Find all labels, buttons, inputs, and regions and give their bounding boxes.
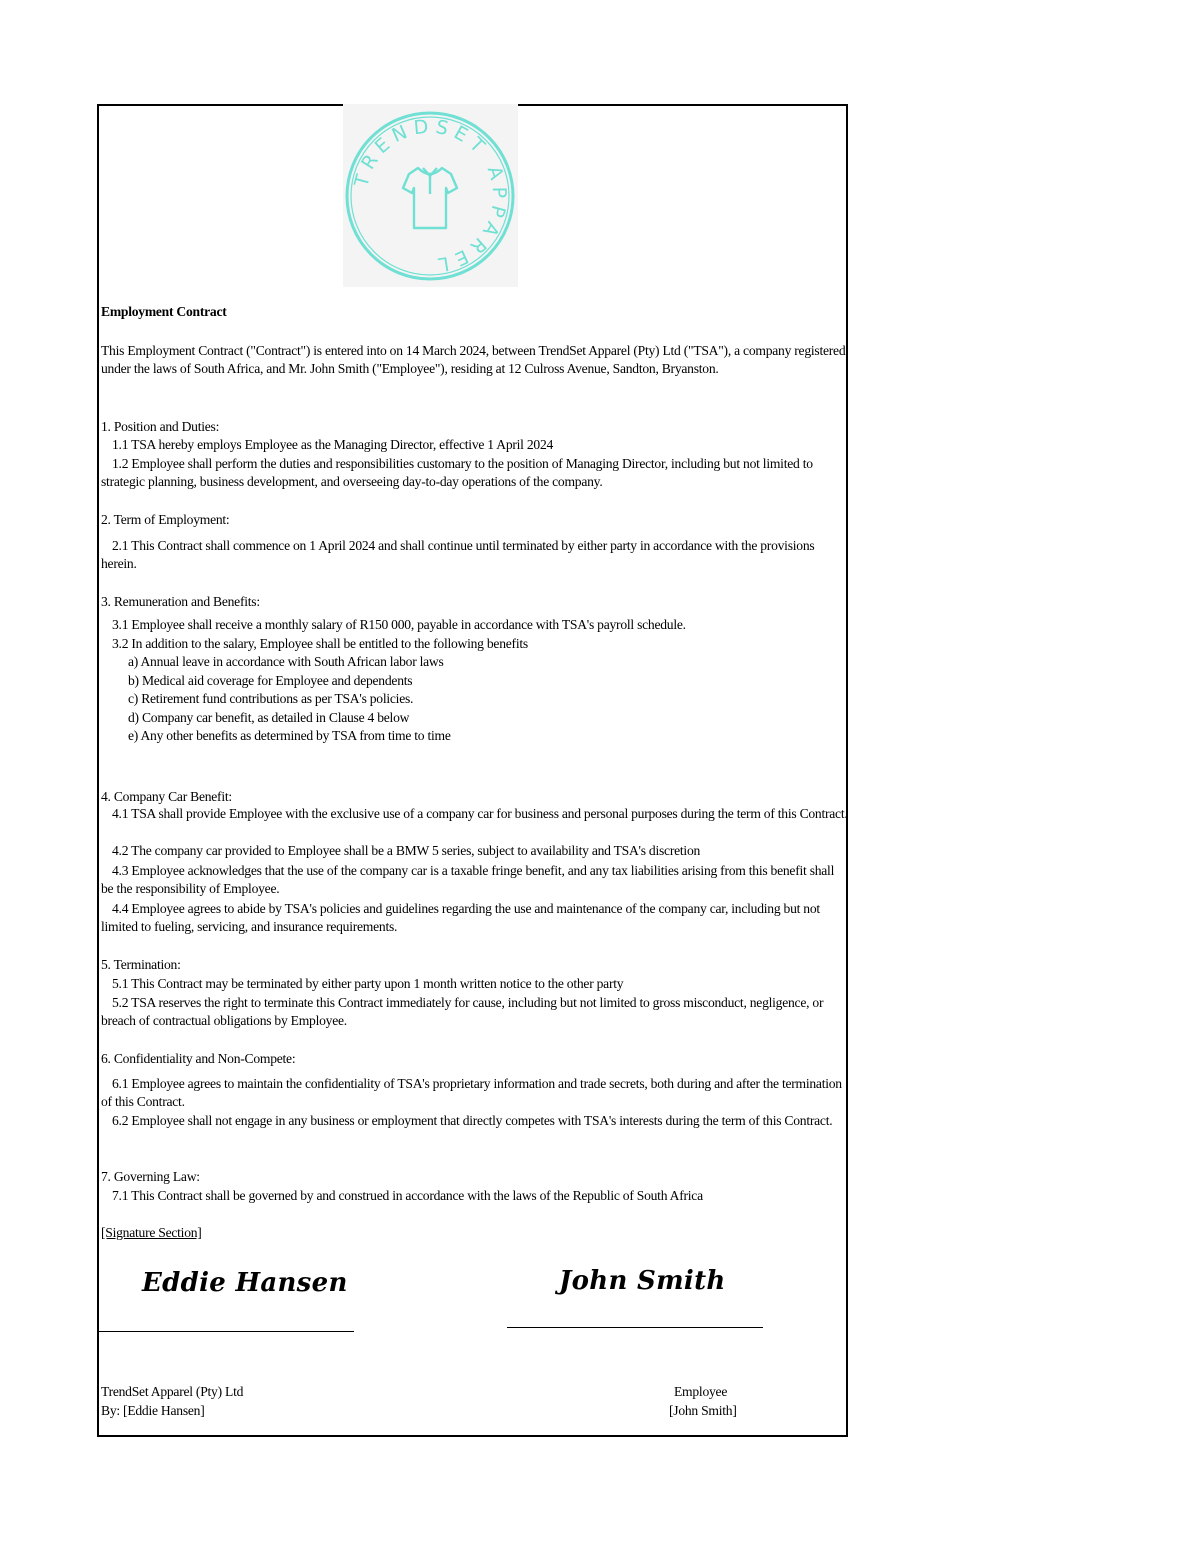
left-signatory: By: [Eddie Hansen] [101, 1403, 205, 1418]
benefit-b: b) Medical aid coverage for Employee and dependents [128, 673, 413, 688]
clause-7-1: 7.1 This Contract shall be governed by and construed in accordance with the laws of the Republic of South Africa [112, 1188, 703, 1203]
benefit-a: a) Annual leave in accordance with South African labor laws [128, 654, 444, 669]
trendset-logo-icon [343, 104, 518, 287]
logo-ring-text: TRENDSET APPAREL [350, 115, 511, 277]
left-signature-line [99, 1331, 354, 1332]
left-signature: Eddie Hansen [142, 1268, 348, 1298]
page-title: Employment Contract [101, 304, 227, 319]
clause-3-1: 3.1 Employee shall receive a monthly salary of R150 000, payable in accordance with TSA's payroll schedule. [112, 617, 686, 632]
clause-4-2: 4.2 The company car provided to Employee shall be a BMW 5 series, subject to availability and TSA's discretion [112, 843, 701, 858]
company-logo [343, 104, 518, 287]
section-2-heading: 2. Term of Employment: [101, 512, 230, 527]
clause-4-1: 4.1 TSA shall provide Employee with the exclusive use of a company car for business and personal purposes during the term of this Contract. [112, 806, 848, 821]
section-7-heading: 7. Governing Law: [101, 1169, 200, 1184]
clause-5-1: 5.1 This Contract may be terminated by either party upon 1 month written notice to the other party [112, 976, 624, 991]
clause-6-1: 6.1 Employee agrees to maintain the confidentiality of TSA's proprietary information and trade secrets, both during and after the termination of this Contract. [101, 1076, 842, 1110]
clause-6-2: 6.2 Employee shall not engage in any business or employment that directly competes with TSA's interests during the term of this Contract. [112, 1113, 833, 1128]
section-5-heading: 5. Termination: [101, 957, 181, 972]
clause-5-2: 5.2 TSA reserves the right to terminate this Contract immediately for cause, including but not limited to gross misconduct, negligence, or breach of contractual obligations by Employee. [101, 995, 824, 1029]
clause-4-4: 4.4 Employee agrees to abide by TSA's policies and guidelines regarding the use and maintenance of the company car, including but not limited to fueling, servicing, and insurance requirements. [101, 901, 820, 935]
signature-section-heading: [Signature Section] [101, 1225, 202, 1240]
benefit-c: c) Retirement fund contributions as per TSA's policies. [128, 691, 414, 706]
right-signature: John Smith [559, 1266, 726, 1296]
clause-1-2: 1.2 Employee shall perform the duties and responsibilities customary to the position of Managing Director, including but not limited to strategic planning, business development, and overseeing day-to-day operations of the company. [101, 456, 813, 490]
benefit-d: d) Company car benefit, as detailed in Clause 4 below [128, 710, 410, 725]
clause-3-2: 3.2 In addition to the salary, Employee shall be entitled to the following benefits [112, 636, 528, 651]
section-4-heading: 4. Company Car Benefit: [101, 789, 232, 804]
section-6-heading: 6. Confidentiality and Non-Compete: [101, 1051, 296, 1066]
benefit-e: e) Any other benefits as determined by TSA from time to time [128, 728, 451, 743]
left-company-name: TrendSet Apparel (Pty) Ltd [101, 1384, 244, 1399]
clause-1-1: 1.1 TSA hereby employs Employee as the Managing Director, effective 1 April 2024 [112, 437, 554, 452]
section-3-heading: 3. Remuneration and Benefits: [101, 594, 260, 609]
intro-paragraph: This Employment Contract ("Contract") is entered into on 14 March 2024, between TrendSet Apparel (Pty) Ltd ("TSA"), a company registered under the laws of South Africa, and Mr. John Smith ("Employee"), residing at 12 Culross Avenue, Sandton, Bryanston. [101, 343, 846, 377]
right-role: Employee [674, 1384, 728, 1399]
right-signatory: [John Smith] [669, 1403, 737, 1418]
clause-4-3: 4.3 Employee acknowledges that the use of the company car is a taxable fringe benefit, and any tax liabilities arising from this benefit shall be the responsibility of Employee. [101, 863, 835, 897]
right-signature-line [507, 1327, 763, 1328]
clause-2-1: 2.1 This Contract shall commence on 1 April 2024 and shall continue until terminated by either party in accordance with the provisions herein. [101, 538, 815, 572]
section-1-heading: 1. Position and Duties: [101, 419, 220, 434]
